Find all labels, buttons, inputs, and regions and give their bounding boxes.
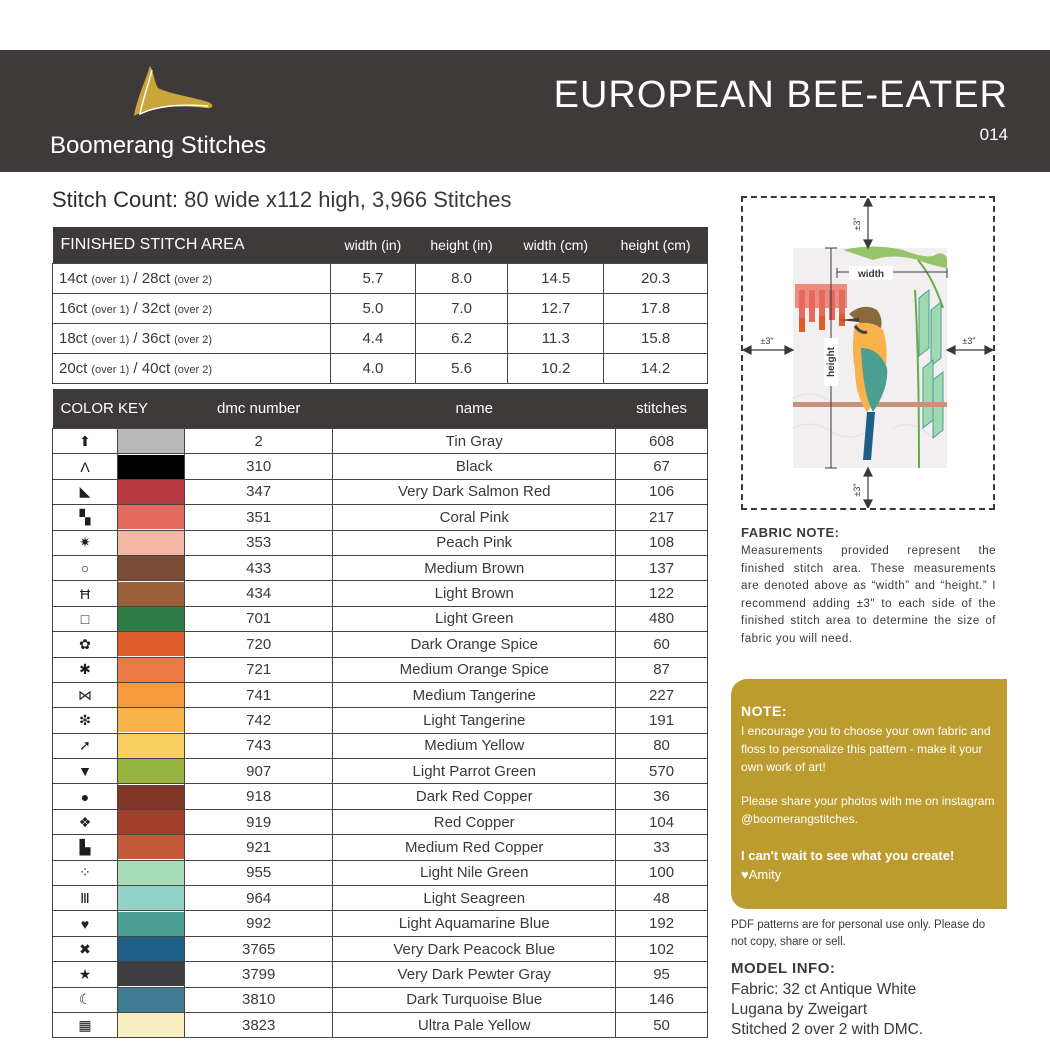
sparkle-icon: ❇ <box>53 708 118 733</box>
stitch-count-cell: 33 <box>616 835 708 860</box>
height-label: height <box>826 347 837 377</box>
fabric-note-title: FABRIC NOTE: <box>741 525 840 540</box>
color-key-row <box>53 429 708 454</box>
color-name-cell: Very Dark Salmon Red <box>333 479 616 504</box>
pattern-preview-illustration <box>743 198 993 508</box>
color-name-cell: Light Aquamarine Blue <box>333 911 616 936</box>
color-swatch <box>118 911 185 936</box>
dmc-number-cell: 743 <box>185 733 333 758</box>
swatch-fill <box>118 988 184 1012</box>
stitch-count-cell: 50 <box>616 1012 708 1037</box>
stitch-count-cell: 108 <box>616 530 708 555</box>
measurement-cell: 20.3 <box>604 264 708 294</box>
measurement-cell: 17.8 <box>604 294 708 324</box>
color-swatch <box>118 555 185 580</box>
page-title: EUROPEAN BEE-EATER <box>553 74 1008 116</box>
moon-icon: ☾ <box>53 987 118 1012</box>
three-bars-icon: Ⅲ <box>53 886 118 911</box>
count-value: 28ct <box>141 270 171 287</box>
color-name-cell: Coral Pink <box>333 505 616 530</box>
color-name-cell: Black <box>333 454 616 479</box>
count-value: 16ct <box>59 300 88 317</box>
color-key-row <box>53 657 708 682</box>
header-banner <box>0 50 1050 172</box>
measurement-cell: 4.4 <box>331 324 416 354</box>
note-panel <box>731 679 1007 909</box>
stitch-count-label: Stitch Count: <box>52 187 178 212</box>
measurement-cell: 7.0 <box>415 294 508 324</box>
top-margin-label: ±3" <box>852 217 862 231</box>
color-key-table <box>52 389 708 1038</box>
pdf-usage-note: PDF patterns are for personal use only. Please do not copy, share or sell. <box>731 919 986 948</box>
color-key-row <box>53 987 708 1012</box>
color-name-cell: Medium Yellow <box>333 733 616 758</box>
swatch-fill <box>118 810 184 834</box>
model-info-line: Stitched 2 over 2 with DMC. <box>731 1021 924 1038</box>
dmc-number-cell: 3799 <box>185 962 333 987</box>
color-key-row <box>53 886 708 911</box>
color-key-row <box>53 479 708 504</box>
count-note: (over 1) <box>91 274 130 286</box>
brand-name: Boomerang Stitches <box>50 132 267 159</box>
stitch-count-cell: 106 <box>616 479 708 504</box>
l-block-icon: ▙ <box>53 835 118 860</box>
stitch-count-cell: 60 <box>616 632 708 657</box>
color-name-cell: Dark Turquoise Blue <box>333 987 616 1012</box>
stitch-count-cell: 48 <box>616 886 708 911</box>
count-value: 36ct <box>141 330 171 347</box>
width-label: width <box>857 269 885 280</box>
column-header: height (cm) <box>604 227 708 264</box>
stitch-count-cell: 191 <box>616 708 708 733</box>
column-header: COLOR KEY <box>53 389 185 429</box>
swatch-fill <box>118 835 184 859</box>
diamond-cluster-icon: ❖ <box>53 809 118 834</box>
stitch-count-cell: 480 <box>616 606 708 631</box>
color-name-cell: Very Dark Pewter Gray <box>333 962 616 987</box>
pattern-number: 014 <box>979 125 1008 144</box>
stitch-count-cell: 80 <box>616 733 708 758</box>
dmc-number-cell: 434 <box>185 581 333 606</box>
dmc-number-cell: 955 <box>185 860 333 885</box>
color-key-row <box>53 555 708 580</box>
swatch-fill <box>118 658 184 682</box>
color-swatch <box>118 784 185 809</box>
note-paragraph: I encourage you to choose your own fabric and floss to personalize this pattern - make it your own work of art! <box>741 724 991 774</box>
color-name-cell: Light Brown <box>333 581 616 606</box>
model-info-line: Fabric: 32 ct Antique White <box>731 981 917 998</box>
filled-circle-icon: ● <box>53 784 118 809</box>
fabric-size-diagram <box>741 196 995 510</box>
color-key-row <box>53 581 708 606</box>
color-key-row <box>53 759 708 784</box>
right-margin-label: ±3" <box>962 336 976 346</box>
stitch-count-cell: 102 <box>616 936 708 961</box>
boomerang-logo-icon <box>128 64 218 128</box>
count-note: (over 1) <box>91 334 130 346</box>
color-name-cell: Light Nile Green <box>333 860 616 885</box>
swatch-fill <box>118 861 184 885</box>
stitch-count-cell: 104 <box>616 809 708 834</box>
table-header-row <box>53 227 708 264</box>
model-info-line: Lugana by Zweigart <box>731 1001 868 1018</box>
count-cell <box>53 264 331 294</box>
color-swatch <box>118 479 185 504</box>
color-swatch <box>118 682 185 707</box>
color-key-row <box>53 682 708 707</box>
separator: / <box>129 270 142 287</box>
color-key-row <box>53 708 708 733</box>
color-name-cell: Dark Red Copper <box>333 784 616 809</box>
asterisk-icon: ✱ <box>53 657 118 682</box>
stitch-count-cell: 36 <box>616 784 708 809</box>
stitch-count <box>52 187 511 213</box>
color-key-row <box>53 835 708 860</box>
count-note: (over 2) <box>174 274 213 286</box>
swatch-fill <box>118 480 184 504</box>
color-swatch <box>118 835 185 860</box>
measurement-cell: 11.3 <box>508 324 604 354</box>
left-margin-label: ±3" <box>760 336 774 346</box>
measurement-cell: 8.0 <box>415 264 508 294</box>
count-cell <box>53 294 331 324</box>
count-value: 18ct <box>59 330 88 347</box>
color-key-row <box>53 911 708 936</box>
stitch-count-cell: 608 <box>616 429 708 454</box>
measurement-cell: 12.7 <box>508 294 604 324</box>
color-key-row <box>53 860 708 885</box>
dmc-number-cell: 742 <box>185 708 333 733</box>
swatch-fill <box>118 505 184 529</box>
h-bar-icon: Ħ <box>53 581 118 606</box>
swatch-fill <box>118 429 184 453</box>
column-header: stitches <box>616 389 708 429</box>
steps-icon: ▚ <box>53 505 118 530</box>
heart-icon: ♥ <box>53 911 118 936</box>
swatch-fill <box>118 937 184 961</box>
dmc-number-cell: 3765 <box>185 936 333 961</box>
swatch-fill <box>118 785 184 809</box>
color-swatch <box>118 886 185 911</box>
color-key-row <box>53 454 708 479</box>
dmc-number-cell: 918 <box>185 784 333 809</box>
dmc-number-cell: 721 <box>185 657 333 682</box>
color-key-row <box>53 733 708 758</box>
stitch-count-value: 80 wide x112 high, 3,966 Stitches <box>184 187 512 212</box>
color-key-row <box>53 1012 708 1037</box>
swatch-fill <box>118 962 184 986</box>
separator: / <box>129 300 142 317</box>
color-name-cell: Ultra Pale Yellow <box>333 1012 616 1037</box>
four-squares-icon: ▦ <box>53 1012 118 1037</box>
note-paragraph: Please share your photos with me on instagram @boomerangstitches. <box>741 794 995 826</box>
count-value: 40ct <box>141 360 171 377</box>
color-swatch <box>118 733 185 758</box>
stitch-count-cell: 87 <box>616 657 708 682</box>
color-swatch <box>118 708 185 733</box>
separator: / <box>129 330 142 347</box>
stitch-count-cell: 100 <box>616 860 708 885</box>
quarter-circle-icon: ◣ <box>53 479 118 504</box>
measurement-cell: 10.2 <box>508 354 604 384</box>
color-key-row <box>53 936 708 961</box>
dmc-number-cell: 3823 <box>185 1012 333 1037</box>
measurement-cell: 14.5 <box>508 264 604 294</box>
dmc-number-cell: 2 <box>185 429 333 454</box>
stitch-count-cell: 570 <box>616 759 708 784</box>
lambda-icon: Λ <box>53 454 118 479</box>
dots-icon: ⁘ <box>53 860 118 885</box>
color-name-cell: Dark Orange Spice <box>333 632 616 657</box>
color-swatch <box>118 936 185 961</box>
color-swatch <box>118 606 185 631</box>
dmc-number-cell: 907 <box>185 759 333 784</box>
color-swatch <box>118 632 185 657</box>
table-row <box>53 354 708 384</box>
measurement-cell: 5.6 <box>415 354 508 384</box>
color-swatch <box>118 505 185 530</box>
finished-stitch-area-table <box>52 227 708 384</box>
table-row <box>53 264 708 294</box>
dmc-number-cell: 992 <box>185 911 333 936</box>
count-note: (over 1) <box>91 304 130 316</box>
color-swatch <box>118 454 185 479</box>
measurement-cell: 5.0 <box>331 294 416 324</box>
mushroom-icon: ⬆ <box>53 429 118 454</box>
column-header: height (in) <box>415 227 508 264</box>
fabric-note-body: Measurements provided represent the finished stitch area. These measurements are denoted above as “width” and “height.” I recommend adding ±3" to each side of the finished stitch area to determine the size of fabric you will need. <box>741 545 996 645</box>
table-header-row <box>53 389 708 429</box>
column-header: width (cm) <box>508 227 604 264</box>
count-note: (over 2) <box>174 334 213 346</box>
note-signature: ♥Amity <box>741 867 782 882</box>
color-name-cell: Medium Orange Spice <box>333 657 616 682</box>
swatch-fill <box>118 734 184 758</box>
measurement-cell: 5.7 <box>331 264 416 294</box>
color-swatch <box>118 429 185 454</box>
color-name-cell: Peach Pink <box>333 530 616 555</box>
swatch-fill <box>118 708 184 732</box>
stitch-count-cell: 227 <box>616 682 708 707</box>
table-row <box>53 324 708 354</box>
flower-icon: ✿ <box>53 632 118 657</box>
separator: / <box>129 360 142 377</box>
color-name-cell: Light Tangerine <box>333 708 616 733</box>
color-name-cell: Red Copper <box>333 809 616 834</box>
stitch-count-cell: 146 <box>616 987 708 1012</box>
color-key-row <box>53 606 708 631</box>
stitch-count-cell: 67 <box>616 454 708 479</box>
swatch-fill <box>118 683 184 707</box>
bowtie-icon: ⋈ <box>53 682 118 707</box>
swatch-fill <box>118 1013 184 1037</box>
note-title: NOTE: <box>741 703 788 719</box>
color-swatch <box>118 759 185 784</box>
dmc-number-cell: 347 <box>185 479 333 504</box>
dmc-number-cell: 720 <box>185 632 333 657</box>
swatch-fill <box>118 582 184 606</box>
stitch-count-cell: 95 <box>616 962 708 987</box>
color-swatch <box>118 657 185 682</box>
bottom-margin-label: ±3" <box>852 483 862 497</box>
swatch-fill <box>118 759 184 783</box>
color-name-cell: Very Dark Peacock Blue <box>333 936 616 961</box>
color-swatch <box>118 987 185 1012</box>
color-swatch <box>118 530 185 555</box>
count-value: 14ct <box>59 270 88 287</box>
swatch-fill <box>118 531 184 555</box>
dmc-number-cell: 919 <box>185 809 333 834</box>
count-cell <box>53 354 331 384</box>
color-key-row <box>53 632 708 657</box>
count-note: (over 2) <box>174 304 213 316</box>
hook-arrow-icon: ➚ <box>53 733 118 758</box>
swatch-fill <box>118 607 184 631</box>
dmc-number-cell: 3810 <box>185 987 333 1012</box>
dmc-number-cell: 921 <box>185 835 333 860</box>
color-key-row <box>53 505 708 530</box>
color-key-row <box>53 962 708 987</box>
color-swatch <box>118 809 185 834</box>
measurement-cell: 14.2 <box>604 354 708 384</box>
count-note: (over 1) <box>91 364 130 376</box>
dmc-number-cell: 741 <box>185 682 333 707</box>
model-info-body <box>731 980 1011 1040</box>
color-name-cell: Tin Gray <box>333 429 616 454</box>
table-row <box>53 294 708 324</box>
count-cell <box>53 324 331 354</box>
triangle-down-icon: ▼ <box>53 759 118 784</box>
dmc-number-cell: 351 <box>185 505 333 530</box>
color-name-cell: Medium Tangerine <box>333 682 616 707</box>
color-swatch <box>118 581 185 606</box>
count-note: (over 2) <box>174 364 213 376</box>
color-swatch <box>118 1012 185 1037</box>
dmc-number-cell: 353 <box>185 530 333 555</box>
note-closing: I can't wait to see what you create! <box>741 848 955 863</box>
model-info-title: MODEL INFO: <box>731 960 836 977</box>
stitch-count-cell: 122 <box>616 581 708 606</box>
measurement-cell: 4.0 <box>331 354 416 384</box>
swatch-fill <box>118 632 184 656</box>
swatch-fill <box>118 886 184 910</box>
column-header: name <box>333 389 616 429</box>
color-name-cell: Light Parrot Green <box>333 759 616 784</box>
color-key-row <box>53 784 708 809</box>
column-header: dmc number <box>185 389 333 429</box>
measurement-cell: 15.8 <box>604 324 708 354</box>
color-key-row <box>53 530 708 555</box>
dmc-number-cell: 310 <box>185 454 333 479</box>
color-swatch <box>118 962 185 987</box>
star-icon: ★ <box>53 962 118 987</box>
stitch-count-cell: 137 <box>616 555 708 580</box>
color-name-cell: Medium Brown <box>333 555 616 580</box>
star-burst-icon: ✷ <box>53 530 118 555</box>
swatch-fill <box>118 556 184 580</box>
x-icon: ✖ <box>53 936 118 961</box>
square-outline-icon: □ <box>53 606 118 631</box>
column-header: width (in) <box>331 227 416 264</box>
stitch-count-cell: 192 <box>616 911 708 936</box>
dmc-number-cell: 701 <box>185 606 333 631</box>
color-key-row <box>53 809 708 834</box>
count-value: 20ct <box>59 360 88 377</box>
color-swatch <box>118 860 185 885</box>
swatch-fill <box>118 455 184 479</box>
dmc-number-cell: 964 <box>185 886 333 911</box>
measurement-cell: 6.2 <box>415 324 508 354</box>
column-header: FINISHED STITCH AREA <box>53 227 331 264</box>
stitch-count-cell: 217 <box>616 505 708 530</box>
circle-outline-icon: ○ <box>53 555 118 580</box>
color-name-cell: Light Seagreen <box>333 886 616 911</box>
color-name-cell: Light Green <box>333 606 616 631</box>
color-name-cell: Medium Red Copper <box>333 835 616 860</box>
count-value: 32ct <box>141 300 171 317</box>
swatch-fill <box>118 912 184 936</box>
dmc-number-cell: 433 <box>185 555 333 580</box>
